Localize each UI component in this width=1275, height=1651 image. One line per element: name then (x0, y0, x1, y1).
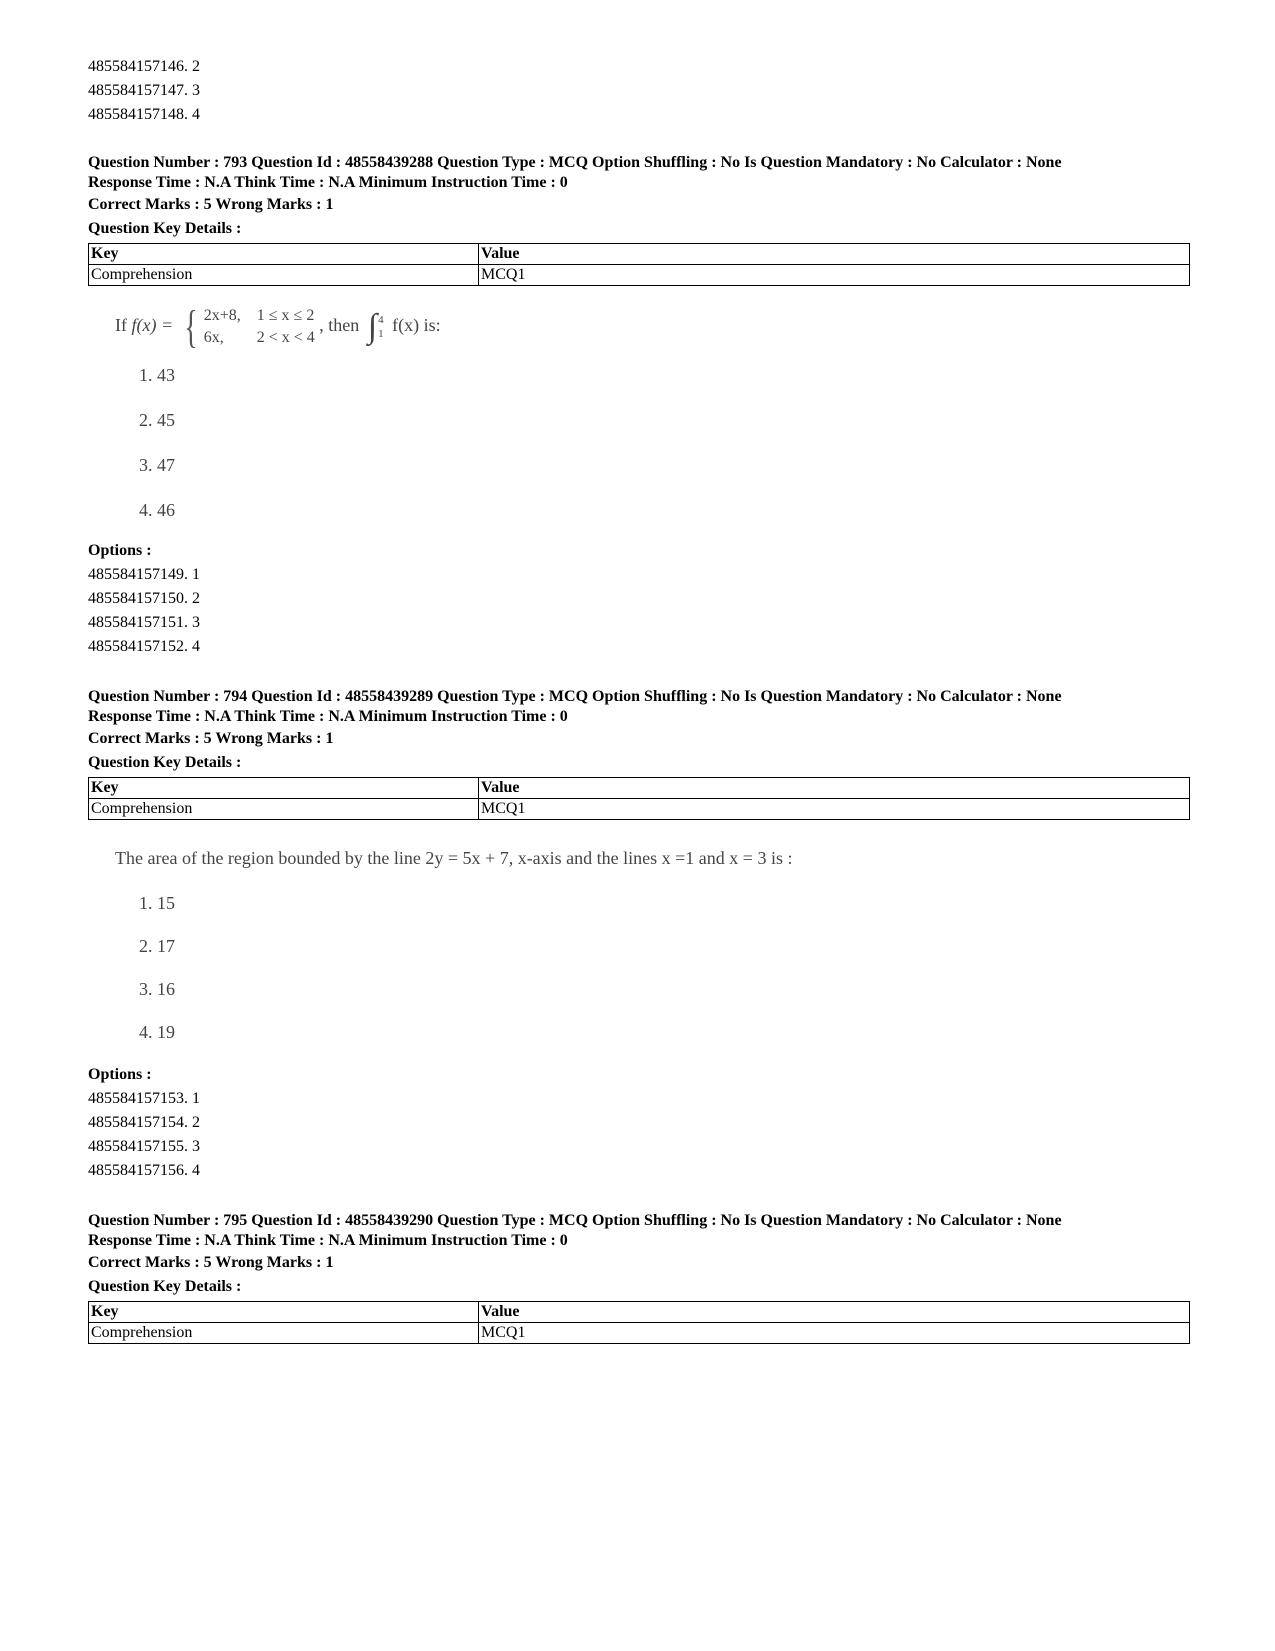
question-text (115, 301, 1190, 352)
piecewise-definition (178, 301, 315, 352)
function-label: f(x) = (131, 315, 174, 336)
choice-item: 4. 19 (139, 1022, 175, 1042)
question-key-table (88, 243, 1190, 286)
question-key-table (88, 777, 1190, 820)
key-cell: Comprehension (89, 1323, 479, 1344)
option-id-line: 485584157154. 2 (88, 1114, 200, 1131)
question-meta-line: Question Number : 794 Question Id : 48558439289 Question Type : MCQ Option Shuffling : No Is Question Mandatory : No Calculator : None (88, 688, 1062, 705)
case2-expression: 6x, (203, 329, 224, 346)
document-page (88, 55, 1190, 1344)
option-id-line: 485584157148. 4 (88, 106, 200, 123)
key-header: Key (89, 244, 479, 265)
question-timing-line: Response Time : N.A Think Time : N.A Minimum Instruction Time : 0 (88, 1232, 568, 1249)
options-block (88, 1063, 1190, 1183)
integral-upper: 4 (378, 314, 384, 326)
case1-condition: 1 ≤ x ≤ 2 (256, 307, 315, 324)
question-image (115, 301, 1190, 521)
key-table-header-row (89, 778, 1190, 799)
value-cell: MCQ1 (479, 265, 1190, 286)
question-meta-line: Question Number : 793 Question Id : 48558439288 Question Type : MCQ Option Shuffling : No Is Question Mandatory : No Calculator : None (88, 154, 1062, 171)
question-timing-line: Response Time : N.A Think Time : N.A Minimum Instruction Time : 0 (88, 708, 568, 725)
integral-lower: 1 (378, 328, 384, 340)
question-key-table (88, 1301, 1190, 1344)
key-table-header-row (89, 1302, 1190, 1323)
question-prefix: If (115, 315, 127, 336)
options-block (88, 539, 1190, 659)
question-key-details-label: Question Key Details : (88, 754, 242, 771)
previous-options-list (88, 55, 1190, 127)
option-id-line: 485584157152. 4 (88, 638, 200, 655)
option-id-line: 485584157155. 3 (88, 1138, 200, 1155)
choice-item: 2. 17 (139, 936, 175, 956)
options-label: Options : (88, 1066, 152, 1083)
choice-item: 4. 46 (139, 500, 175, 520)
brace-glyph: { (184, 301, 198, 352)
choice-item: 1. 15 (139, 893, 175, 913)
case2-condition: 2 < x < 4 (256, 329, 315, 346)
case1-expression: 2x+8, (203, 307, 241, 324)
question-image (115, 846, 1190, 1043)
choice-item: 3. 16 (139, 979, 175, 999)
value-cell: MCQ1 (479, 799, 1190, 820)
key-header: Key (89, 778, 479, 799)
piecewise-cases (204, 306, 315, 348)
key-header: Key (89, 1302, 479, 1323)
key-table-row (89, 1323, 1190, 1344)
key-table-header-row (89, 244, 1190, 265)
choice-item: 2. 45 (139, 410, 175, 430)
option-id-line: 485584157156. 4 (88, 1162, 200, 1179)
question-text: The area of the region bounded by the line 2y = 5x + 7, x-axis and the lines x =1 and x = 3 is : (115, 848, 793, 868)
key-table-row (89, 265, 1190, 286)
question-block-795 (88, 1211, 1190, 1344)
question-block-793 (88, 153, 1190, 659)
question-meta-line: Question Number : 795 Question Id : 48558439290 Question Type : MCQ Option Shuffling : No Is Question Mandatory : No Calculator : None (88, 1212, 1062, 1229)
value-header: Value (479, 244, 1190, 265)
question-block-794 (88, 687, 1190, 1183)
option-id-line: 485584157150. 2 (88, 590, 200, 607)
option-id-line: 485584157153. 1 (88, 1090, 200, 1107)
key-cell: Comprehension (89, 799, 479, 820)
option-id-line: 485584157149. 1 (88, 566, 200, 583)
question-marks: Correct Marks : 5 Wrong Marks : 1 (88, 196, 334, 213)
choice-item: 1. 43 (139, 365, 175, 385)
integrand-text: f(x) is: (392, 315, 441, 336)
option-id-line: 485584157147. 3 (88, 82, 200, 99)
key-table-row (89, 799, 1190, 820)
value-header: Value (479, 1302, 1190, 1323)
integral-sign (368, 310, 384, 344)
question-timing-line: Response Time : N.A Think Time : N.A Minimum Instruction Time : 0 (88, 174, 568, 191)
option-id-line: 485584157151. 3 (88, 614, 200, 631)
value-cell: MCQ1 (479, 1323, 1190, 1344)
option-id-line: 485584157146. 2 (88, 58, 200, 75)
question-marks: Correct Marks : 5 Wrong Marks : 1 (88, 730, 334, 747)
choice-item: 3. 47 (139, 455, 175, 475)
options-label: Options : (88, 542, 152, 559)
key-cell: Comprehension (89, 265, 479, 286)
integral-limits (378, 313, 384, 341)
question-key-details-label: Question Key Details : (88, 220, 242, 237)
value-header: Value (479, 778, 1190, 799)
question-key-details-label: Question Key Details : (88, 1278, 242, 1295)
question-marks: Correct Marks : 5 Wrong Marks : 1 (88, 1254, 334, 1271)
integral-glyph: ∫ (367, 308, 378, 345)
then-text: , then (319, 315, 360, 336)
